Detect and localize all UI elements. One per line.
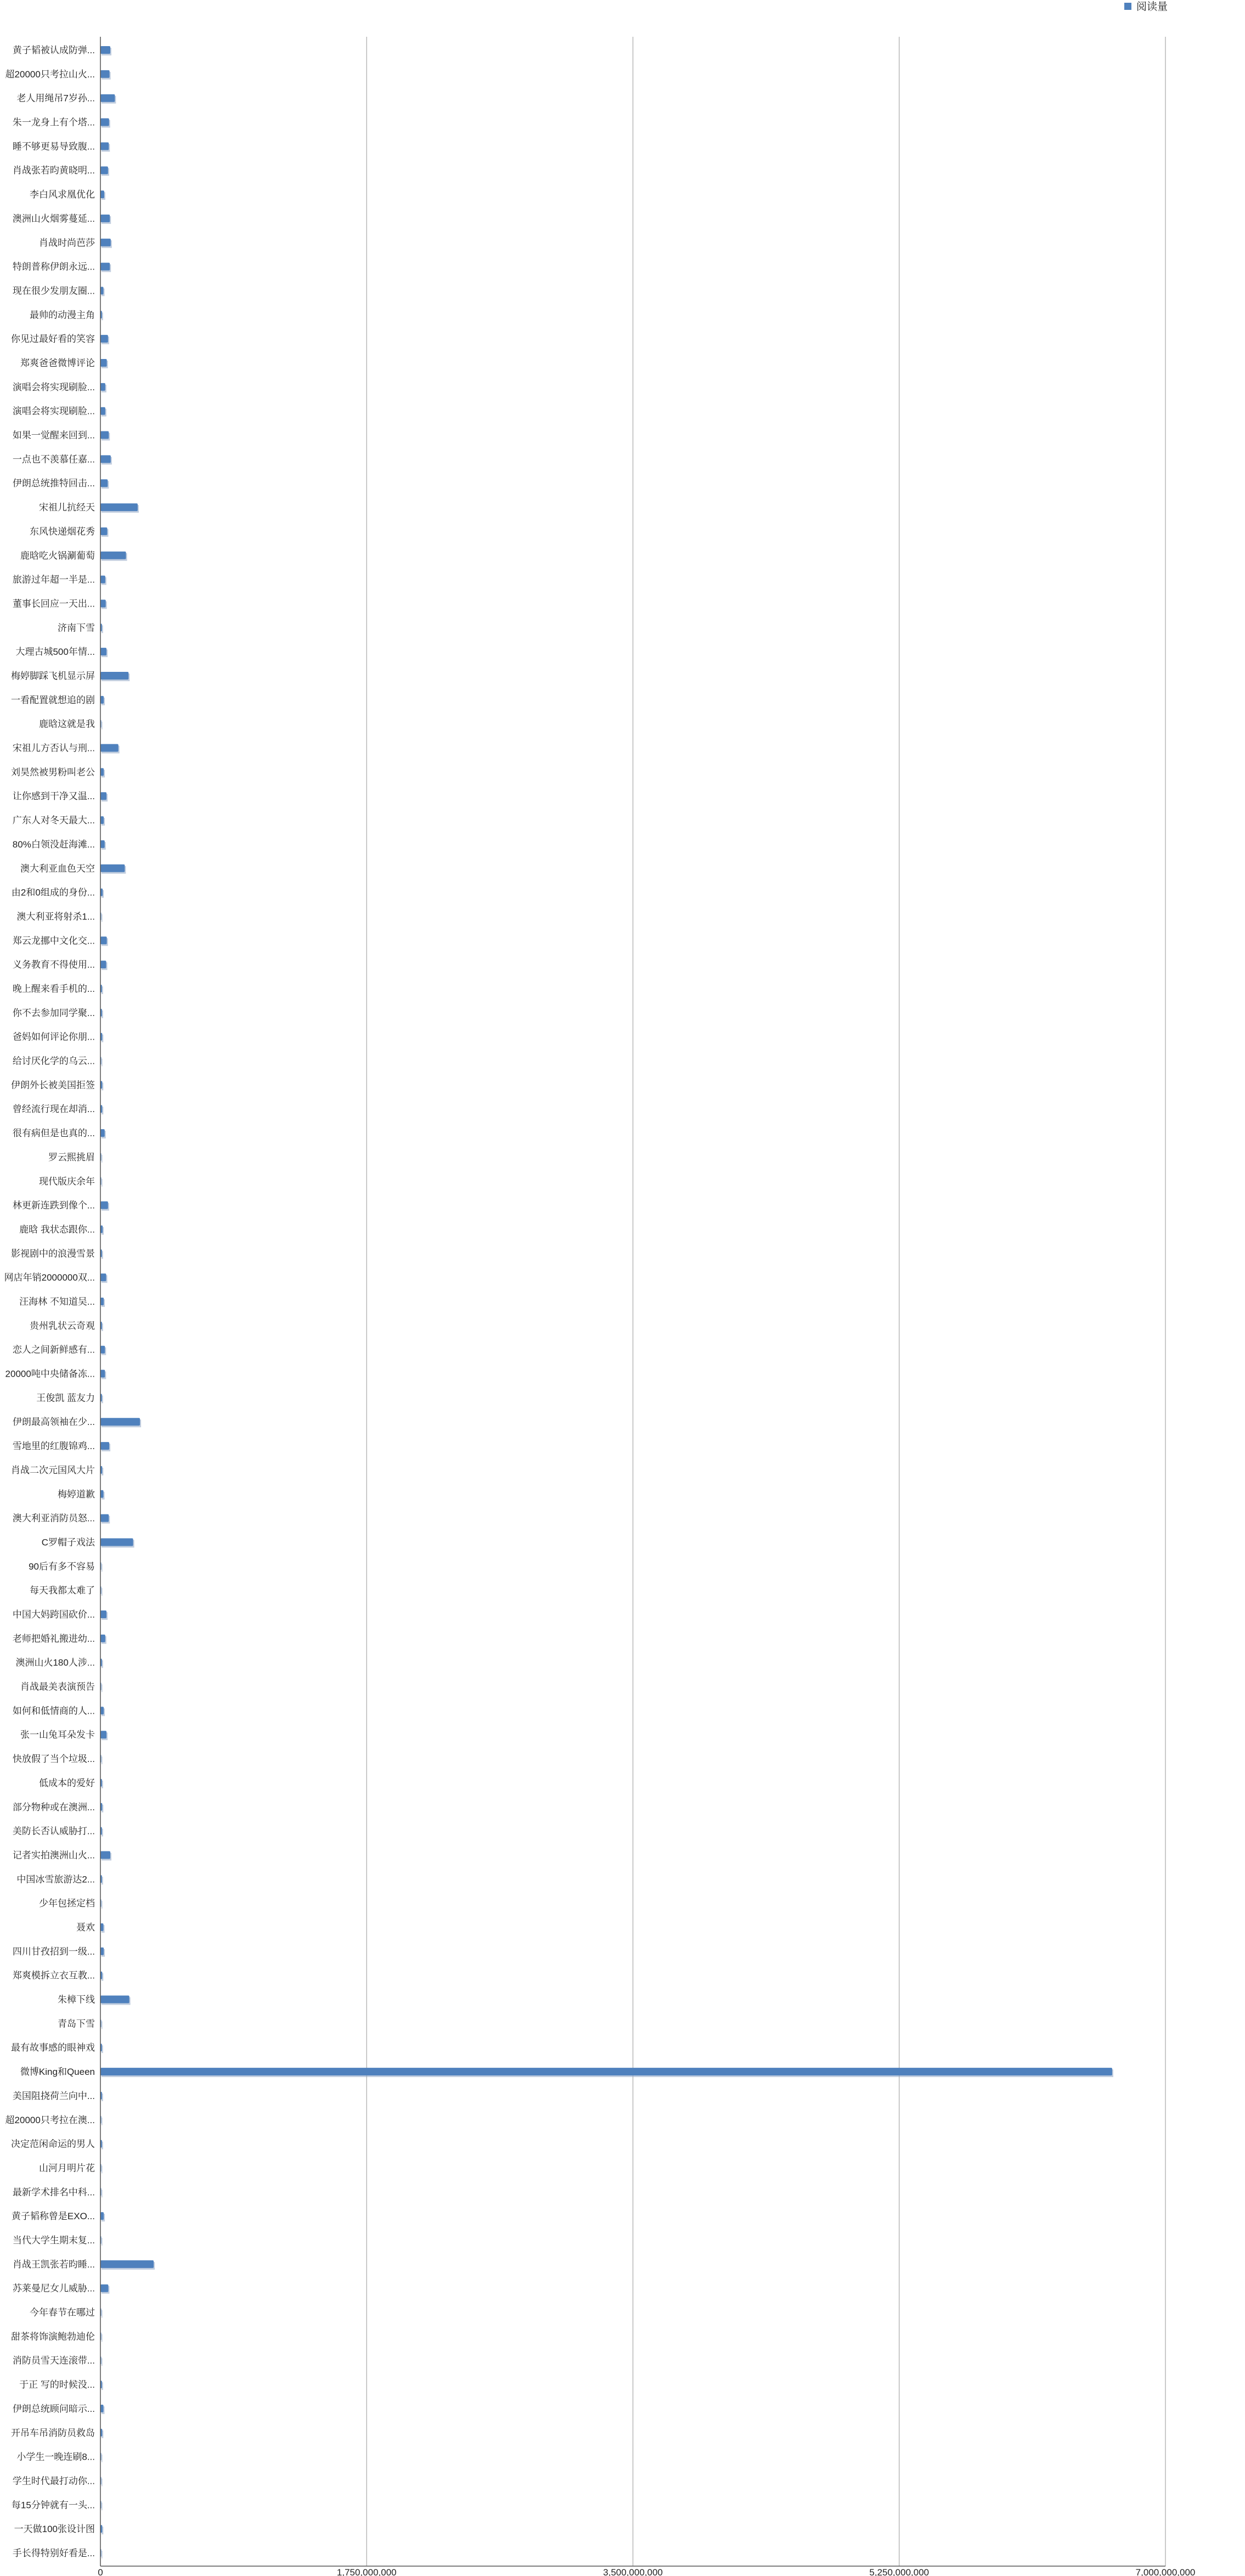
bar-shadow (102, 1179, 103, 1187)
bar (100, 503, 138, 511)
category-label: 超20000只考拉在澳... (5, 2114, 95, 2125)
bar (100, 1202, 108, 1209)
x-tick-label: 1,750,000,000 (336, 2567, 397, 2576)
category-label: 如果一觉醒来回到... (12, 430, 95, 441)
bar-shadow (102, 1685, 103, 1692)
category-label: 90后有多不容易 (29, 1561, 95, 1572)
category-label: 义务教育不得使用... (12, 959, 95, 970)
bar (100, 1490, 104, 1498)
bar (100, 479, 108, 487)
bar (100, 576, 105, 583)
category-label: 黄子韬被认成防弹... (12, 45, 95, 55)
category-label: 记者实拍澳洲山火... (12, 1850, 95, 1861)
bar (100, 190, 104, 198)
category-label: 演唱会将实现刷脸... (12, 381, 95, 392)
bar (100, 383, 105, 391)
bar (100, 239, 111, 246)
category-label: 澳大利亚血色天空 (20, 863, 95, 874)
category-label: 鹿晗 我状态跟你... (19, 1224, 95, 1235)
bar-shadow (102, 2358, 103, 2366)
bar (100, 215, 110, 222)
category-label: 伊朗最高领袖在少... (12, 1417, 95, 1428)
x-tick-label: 7,000,000,000 (1135, 2567, 1196, 2576)
bar (100, 936, 107, 944)
category-label: 澳洲山火烟雾蔓延... (12, 213, 95, 224)
bar-shadow (102, 1901, 103, 1909)
category-label: 现代版庆余年 (39, 1176, 95, 1187)
bar (100, 744, 119, 752)
category-label: 当代大学生期末复... (12, 2235, 95, 2246)
category-label: 最帅的动漫主角 (30, 310, 95, 321)
bar (100, 455, 111, 463)
bar (100, 166, 108, 174)
category-label: 伊朗总统顾问暗示... (12, 2403, 95, 2414)
bar-shadow (102, 1155, 103, 1163)
bar-shadow (102, 1564, 103, 1572)
category-label: 决定范闲命运的男人 (11, 2139, 95, 2150)
category-label: 雪地里的红腹锦鸡... (12, 1441, 95, 1452)
bar (100, 552, 126, 559)
bar-shadow (102, 1059, 103, 1067)
category-label: 张一山兔耳朵发卡 (20, 1730, 95, 1741)
bar (100, 70, 110, 78)
category-label: 黄子韬称曾是EXO... (11, 2211, 95, 2222)
category-label: 老人用绳吊7岁孙... (16, 93, 95, 104)
category-label: 消防员雪天连滚带... (12, 2355, 95, 2366)
category-label: 每天我都太难了 (30, 1585, 95, 1596)
bar-shadow (102, 2502, 103, 2510)
bar (100, 648, 106, 655)
category-label: 肖战张若昀黄晓明... (12, 165, 95, 176)
bar (100, 2068, 1112, 2075)
bar (100, 1418, 140, 1426)
category-label: 睡不够更易导致腹... (12, 141, 95, 152)
category-label: 聂欢 (76, 1922, 95, 1933)
category-label: 肖战二次元国风大片 (11, 1464, 95, 1475)
bar (100, 1298, 104, 1305)
category-label: 低成本的爱好 (39, 1777, 95, 1788)
category-label: C罗帽子戏法 (41, 1537, 95, 1548)
category-label: 学生时代最打动你... (12, 2476, 95, 2487)
x-tick-label: 3,500,000,000 (603, 2567, 663, 2576)
bar (100, 1851, 110, 1859)
category-label: 如何和低情商的人... (12, 1705, 95, 1716)
bar (100, 1731, 106, 1738)
x-tick-label: 0 (98, 2567, 103, 2576)
category-label: 郑爽爸爸微博评论 (20, 358, 95, 368)
bar (100, 407, 105, 415)
category-label: 梅婷道歉 (58, 1489, 95, 1500)
bar (100, 1923, 104, 1931)
category-label: 鹿晗这就是我 (39, 719, 95, 729)
bar (100, 359, 107, 367)
bar (100, 2405, 104, 2412)
category-label: 广东人对冬天最大... (12, 815, 95, 826)
bar (100, 1129, 105, 1137)
category-label: 贵州乳状云奇观 (30, 1320, 95, 1331)
bar (100, 816, 104, 824)
bar (100, 1273, 106, 1281)
bar-shadow (102, 2310, 103, 2318)
category-label: 澳大利亚将射杀1... (16, 911, 95, 922)
bar (100, 792, 106, 800)
category-label: 爸妈如何评论你朋... (12, 1031, 95, 1042)
category-label: 部分物种或在澳洲... (12, 1801, 95, 1812)
bar-shadow (102, 2021, 103, 2029)
category-label: 伊朗外长被美国拒签 (11, 1080, 95, 1091)
category-label: 郑云龙挪中文化交... (12, 935, 95, 946)
bar (100, 1610, 106, 1618)
bar (100, 768, 104, 776)
category-label: 肖战时尚芭莎 (39, 237, 95, 248)
category-label: 李白风求凰优化 (30, 189, 95, 200)
category-label: 一点也不羡慕任嘉... (12, 454, 95, 465)
category-label: 郑爽模拆立衣互教... (12, 1970, 95, 1981)
bar (100, 1996, 129, 2003)
bar-shadow (102, 914, 103, 922)
category-label: 朱一龙身上有个塔... (12, 117, 95, 128)
category-label: 一天做100张设计图 (14, 2524, 95, 2535)
bar (100, 2285, 108, 2292)
category-label: 汪海林 不知道吴... (19, 1297, 95, 1307)
category-label: 四川甘孜招到一级... (12, 1946, 95, 1957)
category-label: 山河月明片花 (39, 2163, 95, 2174)
bar (100, 2260, 154, 2268)
category-label: 很有病但是也真的... (12, 1128, 95, 1139)
bar (100, 599, 106, 607)
bar (100, 1370, 105, 1378)
category-label: 一看配置就想追的剧 (11, 694, 95, 705)
category-label: 澳洲山火180人涉... (15, 1657, 95, 1668)
legend-label: 阅读量 (1136, 1, 1168, 13)
category-label: 肖战王凯张若昀睡... (12, 2259, 95, 2270)
bar (100, 287, 104, 294)
category-label: 东风快递烟花秀 (30, 526, 95, 537)
bar-shadow (102, 2478, 103, 2486)
category-label: 宋祖儿方否认与刑... (12, 743, 95, 754)
category-label: 少年包拯定档 (39, 1898, 95, 1909)
category-label: 你见过最好看的笑容 (11, 334, 95, 345)
category-label: 演唱会将实现刷脸... (12, 406, 95, 417)
bar (100, 431, 109, 439)
bar-shadow (102, 2118, 103, 2125)
bar (100, 46, 110, 54)
category-label: 中国大妈跨国砍价... (12, 1609, 95, 1620)
category-label: 让你感到干净又温... (12, 791, 95, 802)
category-label: 苏莱曼尼女儿威胁... (12, 2283, 95, 2294)
category-label: 王俊凯 蓝友力 (36, 1393, 95, 1404)
bar (100, 961, 106, 968)
category-label: 你不去参加同学聚... (12, 1007, 95, 1018)
bar (100, 142, 109, 150)
category-label: 曾经流行现在却消... (12, 1104, 95, 1115)
category-label: 旅游过年超一半是... (12, 574, 95, 585)
bar (100, 335, 108, 343)
bar (100, 119, 109, 126)
category-label: 鹿晗吃火锅涮葡萄 (20, 550, 95, 561)
bar-shadow (102, 1756, 103, 1764)
bar (100, 865, 125, 872)
bar (100, 1948, 104, 1955)
bar (100, 1707, 104, 1714)
category-label: 手长得特别好看是... (12, 2548, 95, 2558)
category-label: 恋人之间新鲜感有... (12, 1344, 95, 1355)
category-label: 最有故事感的眼神戏 (11, 2042, 95, 2053)
category-label: 快放假了当个垃圾... (12, 1754, 95, 1765)
bar (100, 672, 128, 680)
legend-swatch (1124, 3, 1131, 10)
category-label: 晚上醒来看手机的... (12, 984, 95, 994)
bar (100, 263, 110, 271)
category-label: 大理古城500年情... (15, 647, 95, 658)
bar-shadow (102, 2165, 103, 2173)
category-label: 林更新连跌到像个... (12, 1200, 95, 1211)
category-label: 特朗普称伊朗永远... (12, 261, 95, 272)
bar (100, 1346, 105, 1354)
bar (100, 1635, 105, 1642)
bar-shadow (102, 2551, 103, 2558)
category-label: 朱樟下线 (58, 1994, 95, 2005)
bar-shadow (102, 2334, 103, 2342)
bar-shadow (102, 2190, 103, 2197)
category-label: 老师把婚礼搬进幼... (12, 1633, 95, 1644)
category-label: 肖战最美表演预告 (20, 1681, 95, 1692)
bar-shadow (102, 722, 103, 729)
category-label: 伊朗总统推特回击... (12, 478, 95, 489)
category-label: 刘昊然被男粉叫老公 (11, 767, 95, 778)
bar-shadow (102, 2455, 103, 2462)
bar (100, 1442, 109, 1450)
category-label: 济南下雪 (58, 622, 95, 633)
category-label: 宋祖儿抗经天 (39, 502, 95, 513)
category-label: 最新学术排名中科... (12, 2187, 95, 2198)
category-label: 影视剧中的浪漫雪景 (11, 1248, 95, 1259)
category-label: 今年春节在哪过 (30, 2307, 95, 2318)
category-label: 现在很少发朋友圈... (12, 285, 95, 296)
bar (100, 527, 107, 535)
bar-shadow (102, 2238, 103, 2246)
category-label: 于正 写的时候没... (19, 2379, 95, 2390)
category-label: 董事长回应一天出... (12, 598, 95, 609)
category-label: 青岛下雪 (58, 2018, 95, 2029)
category-label: 由2和0组成的身份... (11, 887, 95, 898)
category-label: 中国冰雪旅游达2... (16, 1874, 95, 1885)
bar (100, 696, 104, 704)
bar (100, 1514, 109, 1522)
bar (100, 840, 105, 848)
category-label: 微博King和Queen (20, 2067, 95, 2078)
category-label: 梅婷脚踩飞机显示屏 (11, 671, 95, 681)
category-label: 美国阻挠荷兰向中... (12, 2090, 95, 2101)
bar (100, 1538, 133, 1546)
bar (100, 2212, 104, 2220)
category-label: 罗云熙挑眉 (48, 1152, 95, 1163)
bar-shadow (102, 1588, 103, 1596)
category-label: 80%白领没赶海滩... (12, 839, 95, 850)
category-label: 20000吨中央储备冻... (5, 1368, 95, 1379)
category-label: 开吊车吊消防员救岛 (11, 2427, 95, 2438)
x-tick-label: 5,250,000,000 (869, 2567, 929, 2576)
category-label: 澳大利亚消防员怒... (12, 1513, 95, 1524)
category-label: 甜茶将饰演鲍勃迪伦 (11, 2331, 95, 2342)
category-label: 小学生一晚连刷8... (16, 2451, 95, 2462)
category-label: 美防长否认威胁打... (12, 1826, 95, 1837)
category-label: 超20000只考拉山火... (5, 69, 95, 80)
category-label: 网店年销2000000双... (4, 1272, 95, 1283)
category-label: 给讨厌化学的乌云... (12, 1056, 95, 1067)
bar (100, 94, 115, 102)
category-label: 每15分钟就有一头... (11, 2500, 95, 2511)
